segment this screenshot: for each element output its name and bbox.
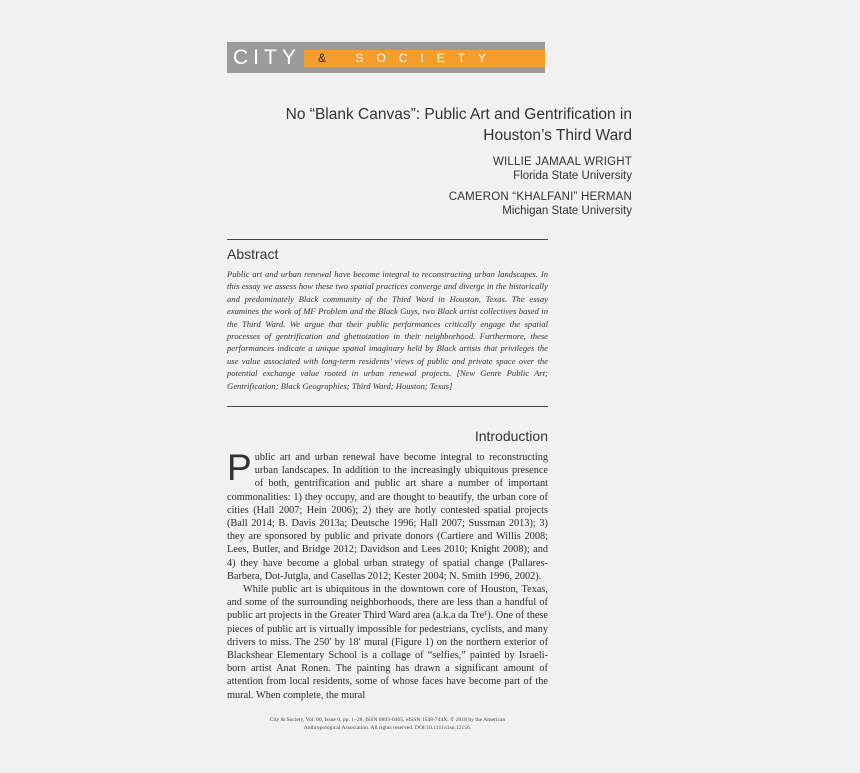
abstract-heading: Abstract [227, 246, 279, 262]
author-name: CAMERON “KHALFANI” HERMAN [448, 191, 632, 203]
journal-ampersand: & [318, 51, 340, 65]
author-affiliation: Michigan State University [502, 205, 632, 217]
journal-name-city: CITY [233, 46, 301, 69]
citation-footer [227, 716, 548, 732]
body-text [227, 451, 548, 714]
author-block [332, 155, 632, 183]
author-affiliation: Florida State University [513, 170, 632, 182]
abstract-top-rule [227, 239, 548, 240]
body-paragraph [227, 451, 548, 583]
author-name: WILLIE JAMAAL WRIGHT [492, 156, 632, 168]
paragraph-text: ublic art and urban renewal have become integral to reconstructing urban landscapes. In addition to the increasingly ubiquitous presence of both, gentrification and public art share a number of important commonalities: 1) they occupy, and are thought to beautify, the urban core of cities (Hall 2007; Hein 2006); 2) they are hotly contested spatial projects (Ball 2014; B. Davis 2013a; Deutsche 1996; Hall 2007; Sussman 2013); 3) they are sponsored by public and private donors (Cartiere and Willis 2008; Lees, Butler, and Bridge 2012; Davidson and Lees 2010; Knight 2008); and 4) they have become a global urban strategy of spatial change (Pallares-Barbera, Dot-Jutgla, and Casellas 2012; Kester 2004; N. Smith 1996, 2002). [227, 452, 548, 582]
article-title-line2: Houston’s Third Ward [483, 127, 632, 144]
abstract-text: Public art and urban renewal have become integral to reconstructing urban landscapes. In this essay we assess how these two spatial practices converge and diverge in the historically and predominately Black community of the Third Ward in Houston, Texas. The essay examines the work of MF Problem and the Black Guys, two Black artist collectives based in the Third Ward. We argue that their public performances critically engage the spatial processes of gentrification and ghettoization in their neighborhood. Furthermore, these performances indicate a unique spatial imaginary held by Black artists that privileges the use value associated with long-term residents’ views of public and private space over the potential exchange value rooted in urban renewal projects. [New Genre Public Art; Gentrification; Black Geographies; Third Ward; Houston; Texas] [227, 269, 548, 391]
footer-line: City & Society, Vol. 00, Issue 0, pp. 1–28, ISSN 0893-0465, eISSN 1548-744X. © 2018 by the American [269, 717, 506, 723]
abstract-bottom-rule [227, 406, 548, 407]
article-title-line1: No “Blank Canvas”: Public Art and Gentrification in [285, 106, 632, 123]
body-paragraph: While public art is ubiquitous in the downtown core of Houston, Texas, and some of the surrounding neighborhoods, there are less than a handful of public art projects in the Greater Third Ward area (a.k.a da Tre¹). One of these pieces of public art is virtually impossible for pedestrians, cyclists, and many drivers to miss. The 250′ by 18′ mural (Figure 1) on the northern exterior of Blackshear Elementary School is a collage of “selfies,” painted by Israeli-born artist Anat Ronen. The painting has drawn a significant amount of attention from local residents, some of whose faces have become part of the mural. When complete, the mural [227, 584, 548, 701]
footer-line: Anthropological Association. All rights reserved. DOI:10.1111/ciso.12156. [303, 725, 472, 731]
author-block [332, 190, 632, 218]
journal-name-society: SOCIETY [355, 51, 500, 65]
drop-cap: P [227, 451, 252, 488]
journal-name-society-bar [304, 50, 545, 67]
journal-banner [227, 42, 545, 73]
article-title [272, 104, 632, 146]
introduction-heading: Introduction [474, 428, 548, 444]
